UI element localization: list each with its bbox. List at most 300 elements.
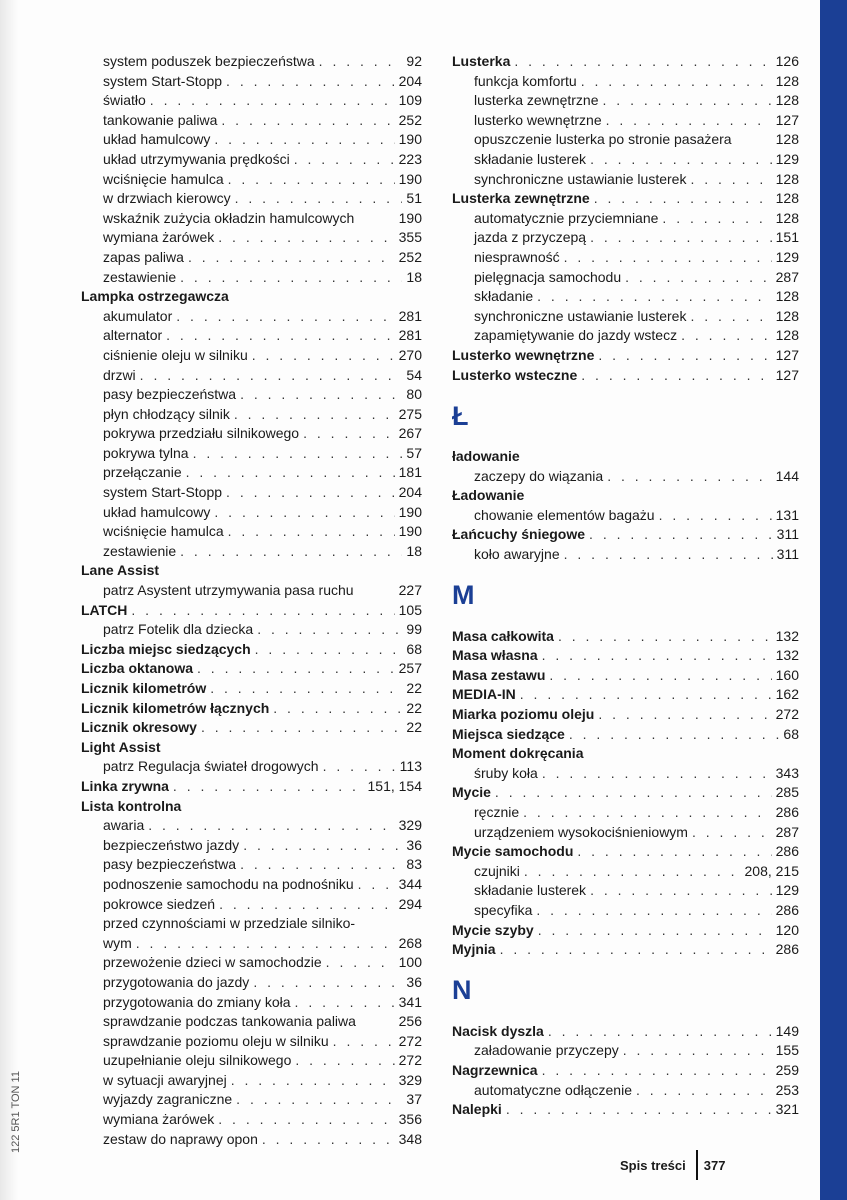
entry-text: Miarka poziomu oleju: [452, 706, 595, 723]
entry-page: 132: [775, 647, 799, 664]
index-column-left: [81, 52, 422, 1149]
entry-page: 129: [775, 150, 799, 167]
index-subentry: [81, 816, 422, 836]
index-subentry: [452, 764, 799, 784]
dot-leader: [537, 287, 771, 307]
index-subentry: [452, 326, 799, 346]
entry-page: 160: [775, 666, 799, 683]
index-subentry: [81, 1071, 422, 1091]
entry-page: 80: [406, 386, 422, 403]
index-subentry: [81, 1012, 422, 1032]
index-subentry: [452, 803, 799, 823]
entry-page: 128: [775, 92, 799, 109]
index-entry: [452, 486, 799, 506]
entry-text: ciśnienie oleju w silniku: [103, 346, 248, 363]
entry-page: 227: [398, 582, 422, 599]
dot-leader: [500, 940, 772, 960]
dot-leader: [506, 1100, 772, 1120]
index-subentry: [452, 130, 799, 150]
dot-leader: [214, 503, 394, 523]
dot-leader: [524, 862, 741, 882]
entry-text: bezpieczeństwo jazdy: [103, 836, 240, 853]
index-subentry: [452, 248, 799, 268]
entry-text: uzupełnianie oleju silnikowego: [103, 1052, 292, 1069]
entry-text: Lane Assist: [81, 562, 160, 579]
entry-text: system poduszek bezpieczeństwa: [103, 53, 315, 69]
dot-leader: [226, 72, 395, 92]
section-letter: M: [452, 580, 475, 611]
entry-text: Licznik kilometrów łącznych: [81, 699, 270, 716]
index-subentry: [81, 111, 422, 131]
entry-text: automatyczne odłączenie: [474, 1081, 632, 1098]
entry-text: awaria: [103, 817, 145, 834]
entry-text: Liczba miejsc siedzących: [81, 640, 251, 657]
entry-page: 18: [406, 542, 422, 559]
entry-page: 127: [775, 111, 799, 128]
dot-leader: [606, 111, 772, 131]
dot-leader: [520, 685, 772, 705]
index-subentry: [81, 503, 422, 523]
entry-text: niesprawność: [474, 248, 560, 265]
dot-leader: [136, 934, 395, 954]
index-subentry: [81, 757, 422, 777]
entry-text: układ utrzymywania prędkości: [103, 150, 290, 167]
entry-page: 151, 154: [367, 777, 422, 794]
index-entry: [81, 679, 422, 699]
entry-page: 204: [398, 484, 422, 501]
index-subentry: [81, 248, 422, 268]
index-entry: [452, 783, 799, 803]
entry-page: 348: [398, 1130, 422, 1147]
entry-page: 22: [406, 719, 422, 736]
index-subentry: [81, 424, 422, 444]
index-entry: [81, 601, 422, 621]
entry-text: synchroniczne ustawianie lusterek: [474, 307, 687, 324]
index-subentry: [81, 444, 422, 464]
entry-text: LATCH: [81, 601, 128, 618]
index-subentry: [81, 1090, 422, 1110]
entry-page: 128: [775, 190, 799, 207]
entry-page: 252: [398, 111, 422, 128]
entry-page: 22: [406, 680, 422, 696]
index-entry: [452, 525, 799, 545]
dot-leader: [235, 189, 403, 209]
index-subentry: [81, 993, 422, 1013]
dot-leader: [273, 699, 402, 719]
dot-leader: [636, 1081, 772, 1101]
index-subentry: [452, 881, 799, 901]
index-subentry: [81, 973, 422, 993]
index-subentry: [81, 150, 422, 170]
dot-leader: [542, 1061, 772, 1081]
entry-page: 267: [398, 425, 422, 442]
entry-page: 129: [775, 248, 799, 265]
index-subentry: [81, 620, 422, 640]
section-letter: Ł: [452, 400, 469, 431]
index-subentry: [81, 91, 422, 111]
entry-text: wciśnięcie hamulca: [103, 170, 224, 187]
entry-page: 343: [775, 764, 799, 781]
entry-text: Licznik okresowy: [81, 719, 197, 736]
entry-text: Nalepki: [452, 1101, 502, 1118]
entry-text: światło: [103, 92, 146, 109]
entry-text: wskaźnik zużycia okładzin hamulcowych: [103, 209, 355, 226]
entry-text: Liczba oktanowa: [81, 660, 194, 677]
index-subentry: [452, 1081, 799, 1101]
index-subentry: [81, 209, 422, 229]
entry-page: 105: [398, 601, 422, 618]
entry-text: patrz Regulacja świateł drogowych: [103, 758, 319, 775]
entry-text: Lista kontrolna: [81, 797, 182, 814]
dot-leader: [549, 666, 771, 686]
footer-separator: [696, 1150, 698, 1180]
entry-text: składanie lusterek: [474, 882, 587, 899]
dot-leader: [542, 646, 772, 666]
entry-page: 256: [398, 1013, 422, 1030]
entry-page: 190: [398, 523, 422, 540]
index-subentry: [452, 307, 799, 327]
dot-leader: [590, 228, 772, 248]
dot-leader: [692, 823, 772, 843]
entry-page: 268: [398, 934, 422, 951]
index-subentry: [81, 307, 422, 327]
index-subentry: [81, 836, 422, 856]
index-subentry: [81, 1130, 422, 1150]
entry-text: Masa zestawu: [452, 666, 546, 683]
index-entry: [452, 1100, 799, 1120]
dot-leader: [295, 1051, 394, 1071]
entry-page: 281: [398, 307, 422, 324]
dot-leader: [690, 307, 771, 327]
dot-leader: [564, 248, 772, 268]
index-subentry: [81, 875, 422, 895]
dot-leader: [219, 895, 395, 915]
index-subentry: [452, 91, 799, 111]
entry-page: 270: [398, 346, 422, 363]
entry-page: 129: [775, 882, 799, 899]
entry-page: 190: [398, 503, 422, 520]
dot-leader: [234, 405, 395, 425]
entry-text: Łańcuchy śniegowe: [452, 526, 586, 543]
entry-page: 57: [406, 444, 422, 461]
index-subentry: [81, 72, 422, 92]
dot-leader: [228, 522, 395, 542]
entry-text: układ hamulcowy: [103, 131, 211, 148]
index-entry: [81, 718, 422, 738]
index-subentry: [452, 170, 799, 190]
index-entry: [81, 797, 422, 817]
entry-page: 51: [406, 190, 422, 207]
entry-text: przygotowania do jazdy: [103, 973, 250, 990]
index-entry: [452, 705, 799, 725]
entry-text: chowanie elementów bagażu: [474, 506, 655, 523]
index-entry: [452, 1061, 799, 1081]
entry-page: 128: [775, 288, 799, 305]
entry-text: MEDIA-IN: [452, 686, 516, 703]
entry-text: jazda z przyczepą: [474, 229, 587, 246]
entry-page: 356: [398, 1111, 422, 1128]
index-subentry: [452, 862, 799, 882]
entry-text: układ hamulcowy: [103, 503, 211, 520]
entry-page: 126: [775, 53, 799, 69]
entry-page: 190: [398, 131, 422, 148]
entry-page: 132: [775, 627, 799, 644]
entry-text: wymiana żarówek: [103, 1111, 215, 1128]
index-subentry: [452, 545, 799, 565]
dot-leader: [231, 1071, 395, 1091]
footer-section-label: Spis treści: [620, 1157, 686, 1173]
dot-leader: [625, 268, 772, 288]
index-entry: [81, 561, 422, 581]
dot-leader: [131, 601, 394, 621]
entry-page: 285: [775, 784, 799, 801]
dot-leader: [303, 424, 395, 444]
dot-leader: [523, 803, 772, 823]
entry-page: 92: [406, 53, 422, 69]
entry-text: pasy bezpieczeństwa: [103, 386, 237, 403]
entry-text: podnoszenie samochodu na podnośniku: [103, 875, 354, 892]
entry-page: 109: [398, 92, 422, 109]
entry-page: 275: [398, 405, 422, 422]
entry-text: akumulator: [103, 307, 173, 324]
dot-leader: [221, 111, 394, 131]
index-subentry: [81, 346, 422, 366]
index-entry: [452, 366, 799, 386]
index-subentry: [452, 823, 799, 843]
page-number: 377: [703, 1157, 726, 1173]
entry-page: 22: [406, 699, 422, 716]
index-subentry: [81, 1110, 422, 1130]
dot-leader: [594, 189, 772, 209]
entry-text: Licznik kilometrów: [81, 680, 207, 696]
dot-leader: [623, 1041, 772, 1061]
entry-text: Lusterka: [452, 53, 511, 69]
entry-page: 344: [398, 875, 422, 892]
entry-text: Mycie szyby: [452, 921, 534, 938]
entry-page: 355: [398, 229, 422, 246]
entry-text: system Start-Stopp: [103, 72, 223, 89]
entry-page: 329: [398, 817, 422, 834]
entry-text: wymiana żarówek: [103, 229, 215, 246]
entry-page: 120: [775, 921, 799, 938]
entry-text: zapas paliwa: [103, 248, 184, 265]
dot-leader: [257, 620, 402, 640]
dot-leader: [598, 705, 771, 725]
dot-leader: [252, 346, 395, 366]
entry-text: urządzeniem wysokociśnieniowym: [474, 823, 688, 840]
entry-text: przed czynnościami w przedziale silniko-: [103, 915, 356, 932]
dot-leader: [662, 209, 771, 229]
index-entry: [452, 346, 799, 366]
entry-page: 127: [775, 366, 799, 383]
entry-page: 113: [399, 758, 422, 775]
entry-text: pokrywa przedziału silnikowego: [103, 425, 300, 442]
index-subentry: [452, 467, 799, 487]
dot-leader: [218, 1110, 394, 1130]
index-column-right: [452, 52, 799, 1120]
entry-page: 149: [775, 1022, 799, 1039]
index-subentry: [81, 463, 422, 483]
index-subentry: [81, 170, 422, 190]
index-subentry: [81, 855, 422, 875]
index-entry: [452, 921, 799, 941]
index-subentry: [81, 895, 422, 915]
entry-page: 329: [398, 1071, 422, 1088]
entry-text: zestawienie: [103, 542, 177, 559]
entry-page: 252: [398, 248, 422, 265]
dot-leader: [176, 307, 394, 327]
entry-text: alternator: [103, 327, 163, 344]
dot-leader: [590, 881, 772, 901]
entry-page: 36: [406, 973, 422, 990]
entry-page: 127: [775, 346, 799, 363]
dot-leader: [326, 953, 395, 973]
entry-page: 287: [775, 268, 799, 285]
dot-leader: [514, 52, 771, 72]
entry-page: 286: [775, 843, 799, 860]
index-entry: [452, 52, 799, 72]
dot-leader: [581, 72, 772, 92]
index-subentry: [81, 366, 422, 386]
entry-text: zapamiętywanie do jazdy wstecz: [474, 327, 678, 344]
dot-leader: [358, 875, 395, 895]
entry-text: patrz Fotelik dla dziecka: [103, 621, 254, 638]
entry-text: tankowanie paliwa: [103, 111, 218, 128]
entry-page: 272: [398, 1052, 422, 1069]
entry-text: pielęgnacja samochodu: [474, 268, 622, 285]
index-entry: [452, 1022, 799, 1042]
entry-page: 253: [775, 1081, 799, 1098]
entry-page: 321: [775, 1101, 799, 1118]
dot-leader: [255, 640, 403, 660]
dot-leader: [226, 483, 395, 503]
entry-text: Nacisk dyszla: [452, 1022, 544, 1039]
index-subentry: [452, 1041, 799, 1061]
entry-page: 208, 215: [744, 862, 799, 879]
entry-page: 272: [775, 706, 799, 723]
index-entry: [81, 287, 422, 307]
section-letter: N: [452, 975, 472, 1006]
index-subentry: [452, 111, 799, 131]
dot-leader: [294, 150, 395, 170]
index-subentry: [81, 268, 422, 288]
entry-page: 257: [398, 660, 422, 677]
dot-leader: [262, 1130, 395, 1150]
entry-text: pokrywa tylna: [103, 444, 189, 461]
dot-leader: [681, 326, 772, 346]
dot-leader: [589, 525, 773, 545]
entry-text: ładowanie: [452, 448, 520, 465]
entry-text: lusterko wewnętrzne: [474, 111, 602, 128]
index-subentry: [81, 522, 422, 542]
entry-text: koło awaryjne: [474, 546, 560, 563]
entry-page: 287: [775, 823, 799, 840]
index-entry: [81, 738, 422, 758]
dot-leader: [581, 366, 771, 386]
entry-text: w drzwiach kierowcy: [103, 190, 231, 207]
index-subentry: [81, 326, 422, 346]
index-subentry: [452, 287, 799, 307]
entry-page: 68: [783, 725, 799, 742]
entry-text: zaczepy do wiązania: [474, 467, 604, 484]
index-subentry: [81, 914, 422, 934]
entry-text: patrz Asystent utrzymywania pasa ruchu: [103, 582, 354, 599]
entry-text: lusterka zewnętrzne: [474, 92, 599, 109]
entry-text: specyfika: [474, 901, 533, 918]
dot-leader: [186, 463, 395, 483]
index-entry: [452, 940, 799, 960]
index-entry: [452, 189, 799, 209]
entry-page: 128: [775, 131, 799, 148]
index-subentry: [81, 934, 422, 954]
index-subentry: [452, 268, 799, 288]
entry-text: Lampka ostrzegawcza: [81, 288, 229, 305]
dot-leader: [607, 467, 771, 487]
entry-page: 204: [398, 72, 422, 89]
entry-text: pokrowce siedzeń: [103, 895, 216, 912]
index-subentry: [452, 150, 799, 170]
entry-page: 286: [775, 941, 799, 958]
dot-leader: [166, 326, 394, 346]
entry-text: załadowanie przyczepy: [474, 1042, 619, 1059]
dot-leader: [236, 1090, 402, 1110]
dot-leader: [495, 783, 772, 803]
dot-leader: [536, 901, 771, 921]
entry-page: 128: [775, 307, 799, 324]
entry-page: 99: [406, 621, 422, 638]
dot-leader: [569, 725, 780, 745]
dot-leader: [295, 993, 395, 1013]
entry-text: Ładowanie: [452, 487, 525, 504]
entry-page: 190: [398, 170, 422, 187]
entry-text: przełączanie: [103, 464, 182, 481]
side-blue-bar: [820, 0, 847, 1200]
entry-page: 155: [775, 1042, 799, 1059]
entry-page: 286: [775, 804, 799, 820]
entry-text: zestaw do naprawy opon: [103, 1130, 258, 1147]
dot-leader: [148, 816, 394, 836]
entry-page: 311: [776, 546, 799, 563]
entry-page: 128: [775, 327, 799, 344]
entry-page: 54: [406, 366, 422, 383]
entry-text: śruby koła: [474, 764, 538, 781]
entry-page: 286: [775, 901, 799, 918]
entry-text: Linka zrywna: [81, 777, 169, 794]
entry-text: funkcja komfortu: [474, 72, 577, 89]
entry-text: Lusterka zewnętrzne: [452, 190, 590, 207]
entry-text: wyjazdy zagraniczne: [103, 1091, 233, 1108]
entry-text: wym: [103, 934, 132, 951]
index-entry: [452, 685, 799, 705]
entry-page: 100: [398, 954, 422, 971]
dot-leader: [193, 444, 403, 464]
entry-page: 181: [398, 464, 422, 481]
index-subentry: [81, 189, 422, 209]
index-subentry: [452, 506, 799, 526]
index-entry: [81, 699, 422, 719]
entry-page: 37: [406, 1091, 422, 1108]
dot-leader: [253, 973, 402, 993]
index-entry: [81, 777, 422, 797]
entry-page: 18: [406, 268, 422, 285]
dot-leader: [548, 1022, 772, 1042]
index-subentry: [81, 405, 422, 425]
index-entry: [452, 725, 799, 745]
entry-text: Moment dokręcania: [452, 745, 584, 762]
dot-leader: [538, 921, 772, 941]
index-entry: [452, 842, 799, 862]
dot-leader: [150, 91, 395, 111]
